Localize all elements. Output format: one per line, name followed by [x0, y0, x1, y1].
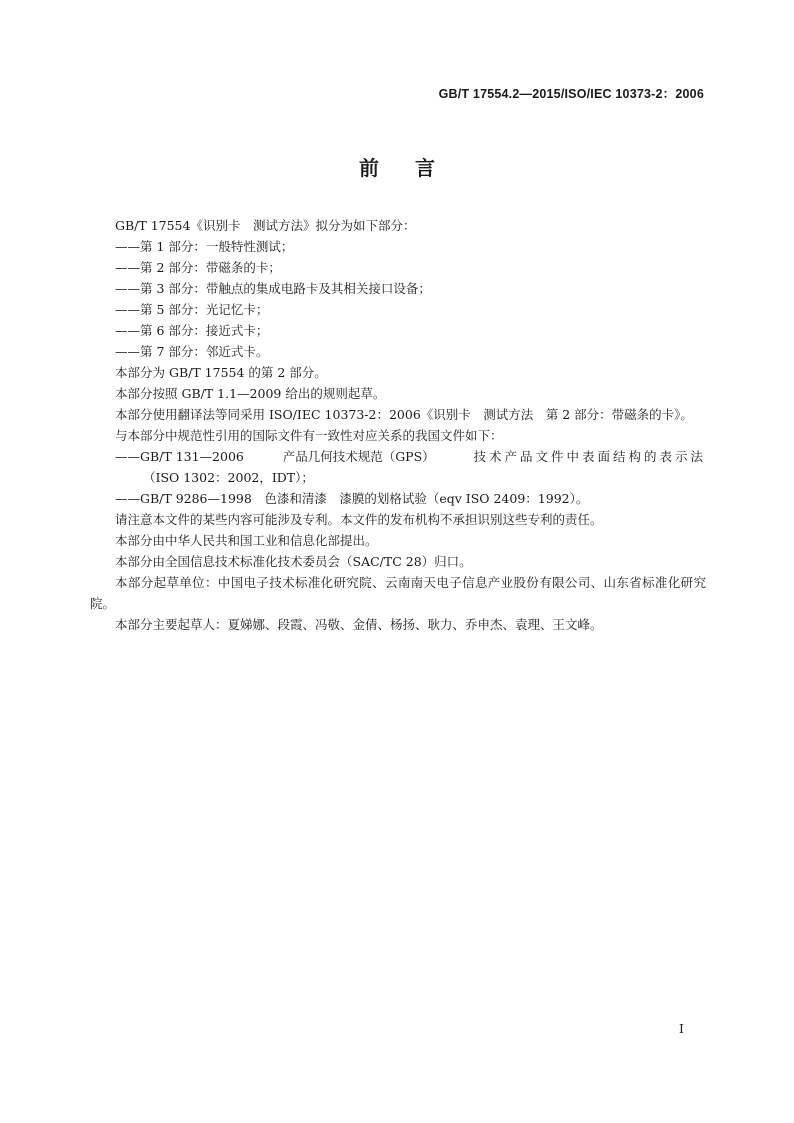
correspondence-item-1-name: 产品几何技术规范（GPS）: [282, 449, 435, 464]
correspondence-item-2: ——GB/T 9286—1998 色漆和清漆 漆膜的划格试验（eqv ISO 2409：1992）。: [115, 491, 589, 506]
drafting-units-paragraph: 本部分起草单位：中国电子技术标准化研究院、云南南天电子信息产业股份有限公司、山东省标准化研究院。: [90, 575, 706, 611]
part-list-item-3: ——第 3 部分：带触点的集成电路卡及其相关接口设备；: [115, 281, 431, 296]
part-list-item-6: ——第 6 部分：接近式卡；: [115, 323, 269, 338]
part-list-item-5: ——第 5 部分：光记忆卡；: [115, 302, 269, 317]
correspondence-item-1-line: [115, 446, 706, 467]
correspondence-item-1-desc: 技术产品文件中表面结构的表示法: [473, 449, 706, 464]
part-list-item-1: ——第 1 部分：一般特性测试；: [115, 239, 294, 254]
page-number: I: [679, 1021, 684, 1036]
part-list-item-7: ——第 7 部分：邻近式卡。: [115, 344, 269, 359]
drafters-paragraph: 本部分主要起草人：夏娣娜、段霞、冯敬、金倩、杨扬、耿力、乔申杰、袁理、王文峰。: [115, 617, 603, 632]
standard-code-header: GB/T 17554.2—2015/ISO/IEC 10373-2：2006: [438, 87, 704, 101]
proposed-by-paragraph: 本部分由中华人民共和国工业和信息化部提出。: [115, 533, 378, 548]
foreword-body: [90, 215, 706, 635]
correspondence-item-1-ref: （ISO 1302：2002，IDT）；: [143, 470, 314, 485]
patent-notice-paragraph: 请注意本文件的某些内容可能涉及专利。本文件的发布机构不承担识别这些专利的责任。: [115, 512, 603, 527]
part-list-item-2: ——第 2 部分：带磁条的卡；: [115, 260, 281, 275]
intro-paragraph: GB/T 17554《识别卡 测试方法》拟分为如下部分：: [115, 218, 416, 233]
correspondence-item-1: [90, 446, 706, 488]
correspondence-intro-paragraph: 与本部分中规范性引用的国际文件有一致性对应关系的我国文件如下：: [115, 428, 503, 443]
page-title: 前言: [359, 156, 471, 180]
drafting-rules-paragraph: 本部分按照 GB/T 1.1—2009 给出的规则起草。: [115, 386, 386, 401]
this-part-paragraph: 本部分为 GB/T 17554 的第 2 部分。: [115, 365, 327, 380]
managed-by-paragraph: 本部分由全国信息技术标准化技术委员会（SAC/TC 28）归口。: [115, 554, 472, 569]
correspondence-item-1-code: ——GB/T 131—2006: [115, 449, 244, 464]
translation-paragraph: 本部分使用翻译法等同采用 ISO/IEC 10373-2：2006《识别卡 测试方法 第 2 部分：带磁条的卡》。: [115, 407, 693, 422]
